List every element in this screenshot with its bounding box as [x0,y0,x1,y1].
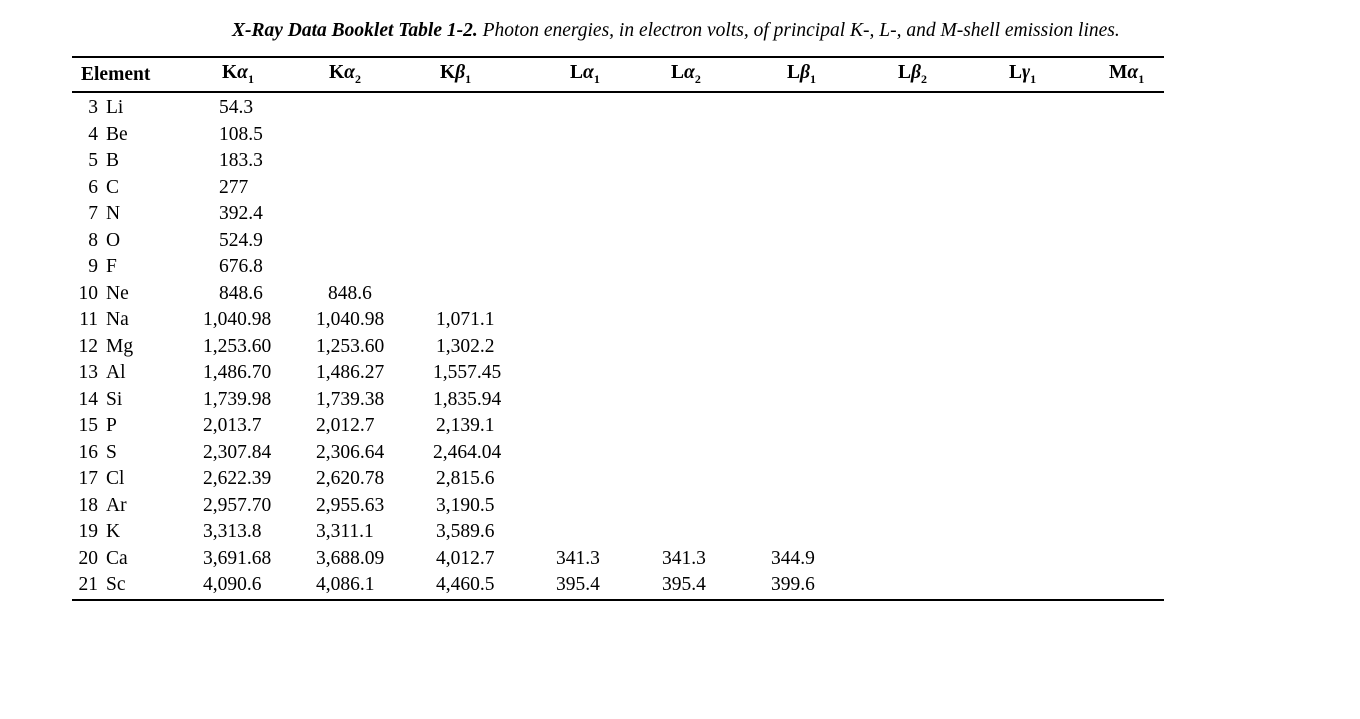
value-cell-kb1: 2,139.1 [436,415,495,437]
value-cell-lg1 [981,519,1080,546]
value-cell-ka1: 1,253.60 [203,335,272,357]
element-symbol: B [106,150,120,172]
value-cell-la2 [647,281,761,308]
value-cell-ma1 [1080,175,1164,202]
value-cell-lb2 [872,281,981,308]
column-header-kb1 [425,57,543,92]
value-cell-ma1 [1080,360,1164,387]
column-header-subscript: 2 [694,71,701,86]
atomic-number: 6 [88,176,98,198]
atomic-number: 13 [78,362,98,384]
value-cell-kb1 [425,281,543,308]
value-cell-la1 [543,254,647,281]
atomic-number: 4 [88,123,98,145]
value-cell-ma1 [1080,493,1164,520]
column-header-prefix: L [787,62,801,84]
element-symbol: S [106,441,117,463]
column-header-greek: α [684,62,695,84]
value-cell-lb1 [761,413,872,440]
column-header-greek: β [800,62,811,84]
value-cell-lg1 [981,360,1080,387]
value-cell-la1 [543,519,647,546]
value-cell-lg1 [981,281,1080,308]
value-cell-lb1 [761,440,872,467]
value-cell-lg1 [981,572,1080,600]
value-cell-ka2 [312,122,425,149]
value-cell-la2 [647,387,761,414]
value-cell-ma1 [1080,440,1164,467]
value-cell-lb1 [761,466,872,493]
element-symbol: Sc [106,574,126,596]
value-cell-ka2 [312,254,425,281]
value-cell-lb1: 344.9 [771,547,815,569]
element-cell [72,254,203,281]
value-cell-la1 [543,466,647,493]
column-header-lb2 [872,57,981,92]
value-cell-la2: 341.3 [662,547,706,569]
table-row [72,307,1164,334]
value-cell-lb2 [872,546,981,573]
value-cell-la2 [647,228,761,255]
table-row [72,519,1164,546]
caption-source: X-Ray Data Booklet [232,20,394,41]
value-cell-lb1 [761,175,872,202]
value-cell-kb1 [425,201,543,228]
value-cell-ma1 [1080,466,1164,493]
element-cell [72,148,203,175]
atomic-number: 19 [78,521,98,543]
value-cell-lb1 [761,92,872,122]
value-cell-ka2: 2,012.7 [316,415,375,437]
column-header-prefix: K [222,62,238,84]
caption-description: Photon energies, in electron volts, of principal K-, L-, and M-shell emission lines. [482,20,1120,41]
element-cell [72,228,203,255]
value-cell-lb2 [872,175,981,202]
table-row [72,466,1164,493]
value-cell-lb2 [872,122,981,149]
value-cell-lg1 [981,413,1080,440]
atomic-number: 14 [78,388,98,410]
value-cell-la1 [543,307,647,334]
value-cell-lb2 [872,519,981,546]
column-header-prefix: L [898,62,912,84]
value-cell-la1 [543,413,647,440]
value-cell-la2 [647,440,761,467]
value-cell-lg1 [981,546,1080,573]
atomic-number: 15 [78,415,98,437]
value-cell-lg1 [981,122,1080,149]
value-cell-lb2 [872,493,981,520]
element-symbol: Be [106,123,128,145]
value-cell-la2 [647,493,761,520]
value-cell-ma1 [1080,281,1164,308]
column-header-subscript: 1 [247,71,254,86]
column-header-lb1 [761,57,872,92]
value-cell-lb1 [761,307,872,334]
value-cell-lb2 [872,440,981,467]
element-cell [72,175,203,202]
table-row [72,254,1164,281]
value-cell-lb2 [872,387,981,414]
value-cell-la1 [543,228,647,255]
value-cell-ka1: 676.8 [219,256,263,278]
column-header-element [72,57,203,92]
value-cell-lg1 [981,493,1080,520]
value-cell-lg1 [981,254,1080,281]
element-cell [72,413,203,440]
value-cell-lb1 [761,519,872,546]
value-cell-kb1 [425,92,543,122]
value-cell-lb1 [761,201,872,228]
value-cell-ka2: 1,739.38 [316,388,385,410]
element-cell [72,466,203,493]
value-cell-ma1 [1080,307,1164,334]
value-cell-lg1 [981,307,1080,334]
column-header-subscript: 1 [465,71,472,86]
column-header-greek: α [344,62,355,84]
value-cell-ka1: 3,313.8 [203,521,262,543]
value-cell-kb1: 1,071.1 [436,309,495,331]
value-cell-lg1 [981,387,1080,414]
element-symbol: Li [106,97,124,119]
value-cell-kb1 [425,175,543,202]
element-cell [72,122,203,149]
element-cell [72,201,203,228]
value-cell-la2 [647,413,761,440]
value-cell-la2: 395.4 [647,572,761,600]
value-cell-ka2: 4,086.1 [312,572,425,600]
value-cell-ka1: 392.4 [219,203,263,225]
table-caption [232,20,1120,42]
caption-table-id: Table 1-2. [398,20,478,41]
table-row [72,281,1164,308]
value-cell-lg1 [981,440,1080,467]
column-header-la2 [647,57,761,92]
table-row [72,122,1164,149]
value-cell-ka2 [312,201,425,228]
column-header-subscript: 1 [810,71,817,86]
value-cell-kb1 [425,228,543,255]
element-cell [72,92,203,122]
value-cell-ka1: 54.3 [219,97,254,119]
value-cell-la2 [647,148,761,175]
atomic-number: 21 [78,574,98,596]
column-header-subscript: 1 [1030,71,1037,86]
atomic-number: 20 [78,547,98,569]
value-cell-kb1 [425,254,543,281]
value-cell-kb1: 3,190.5 [436,494,495,516]
value-cell-ma1 [1080,254,1164,281]
column-header-ka2 [312,57,425,92]
element-symbol: P [106,415,117,437]
element-symbol: Al [106,362,126,384]
element-cell [72,572,203,600]
column-header-greek: α [237,62,248,84]
value-cell-la1 [543,92,647,122]
value-cell-la1 [543,334,647,361]
column-header-ma1 [1080,57,1164,92]
value-cell-lg1 [981,466,1080,493]
value-cell-lg1 [981,175,1080,202]
table-row [72,387,1164,414]
value-cell-la1 [543,175,647,202]
value-cell-ma1 [1080,413,1164,440]
element-symbol: C [106,176,120,198]
value-cell-ka1: 4,090.6 [203,572,312,600]
value-cell-ka1: 2,307.84 [203,441,272,463]
column-header-subscript: 1 [1138,71,1145,86]
column-header-subscript: 2 [921,71,928,86]
value-cell-la2 [647,360,761,387]
atomic-number: 9 [88,256,98,278]
column-header-greek: α [1127,62,1139,84]
value-cell-lb2 [872,92,981,122]
value-cell-ka1: 524.9 [219,229,263,251]
atomic-number: 8 [88,229,98,251]
value-cell-kb1: 4,460.5 [425,572,543,600]
column-header-prefix: K [440,62,456,84]
value-cell-ka2: 3,688.09 [316,547,385,569]
value-cell-la1: 341.3 [556,547,600,569]
value-cell-la2 [647,122,761,149]
value-cell-ka1: 277 [219,176,249,198]
value-cell-lb1 [761,254,872,281]
column-header-ka1 [203,57,312,92]
value-cell-la1 [543,440,647,467]
value-cell-la2 [647,175,761,202]
value-cell-lb1 [761,387,872,414]
element-symbol: O [106,229,121,251]
column-header-prefix: L [570,62,584,84]
value-cell-la2 [647,466,761,493]
value-cell-ma1 [1080,228,1164,255]
value-cell-lb2 [872,307,981,334]
element-symbol: Ca [106,547,128,569]
value-cell-la2 [647,334,761,361]
atomic-number: 3 [88,97,98,119]
element-symbol: F [106,256,117,278]
value-cell-ma1 [1080,334,1164,361]
value-cell-ka1: 1,040.98 [203,309,272,331]
value-cell-ma1 [1080,92,1164,122]
value-cell-lb1: 399.6 [761,572,872,600]
value-cell-ka2 [312,148,425,175]
value-cell-ma1 [1080,148,1164,175]
value-cell-lg1 [981,92,1080,122]
value-cell-ma1 [1080,546,1164,573]
value-cell-ka2 [312,92,425,122]
value-cell-lb1 [761,148,872,175]
atomic-number: 17 [78,468,98,490]
value-cell-kb1: 2,815.6 [436,468,495,490]
value-cell-ka2 [312,228,425,255]
value-cell-kb1: 4,012.7 [436,547,495,569]
value-cell-ka1: 2,622.39 [203,468,272,490]
table-row [72,175,1164,202]
element-cell [72,493,203,520]
value-cell-la2 [647,307,761,334]
table-row [72,92,1164,122]
value-cell-la2 [647,254,761,281]
element-cell [72,334,203,361]
element-symbol: Ne [106,282,129,304]
value-cell-la2 [647,92,761,122]
value-cell-kb1 [425,148,543,175]
value-cell-la2 [647,519,761,546]
atomic-number: 7 [88,203,98,225]
value-cell-lb2 [872,572,981,600]
value-cell-lg1 [981,201,1080,228]
value-cell-ka2: 1,486.27 [316,362,385,384]
column-header-prefix: L [671,62,685,84]
value-cell-ma1 [1080,387,1164,414]
element-symbol: N [106,203,121,225]
value-cell-ka1: 2,957.70 [203,494,272,516]
value-cell-kb1: 3,589.6 [436,521,495,543]
value-cell-kb1: 2,464.04 [433,441,502,463]
table-row [72,440,1164,467]
element-symbol: Ar [106,494,127,516]
value-cell-lb2 [872,148,981,175]
value-cell-lb1 [761,493,872,520]
element-symbol: K [106,521,121,543]
value-cell-ka1: 3,691.68 [203,547,272,569]
value-cell-ka1: 2,013.7 [203,415,262,437]
value-cell-lg1 [981,148,1080,175]
value-cell-lb2 [872,466,981,493]
table-row [72,572,1164,600]
column-header-lg1 [981,57,1080,92]
value-cell-ka2: 2,306.64 [316,441,385,463]
header-row [72,57,1164,92]
value-cell-ma1 [1080,122,1164,149]
atomic-number: 5 [88,150,98,172]
value-cell-ka2 [312,175,425,202]
value-cell-lb2 [872,228,981,255]
value-cell-ma1 [1080,519,1164,546]
value-cell-lg1 [981,228,1080,255]
element-symbol: Na [106,309,129,331]
value-cell-la1 [543,360,647,387]
value-cell-lb1 [761,228,872,255]
element-cell [72,281,203,308]
value-cell-lb2 [872,413,981,440]
element-cell [72,440,203,467]
element-symbol: Mg [106,335,134,357]
atomic-number: 11 [79,309,98,331]
element-cell [72,387,203,414]
value-cell-kb1: 1,835.94 [433,388,502,410]
value-cell-lb2 [872,360,981,387]
value-cell-ka1: 108.5 [219,123,263,145]
element-cell [72,546,203,573]
value-cell-la1 [543,201,647,228]
value-cell-la1 [543,148,647,175]
column-header-greek: β [455,62,466,84]
table-row [72,334,1164,361]
value-cell-kb1: 1,557.45 [433,362,502,384]
value-cell-la1 [543,122,647,149]
value-cell-ka2: 2,955.63 [316,494,385,516]
value-cell-ka1: 848.6 [219,282,263,304]
atomic-number: 16 [78,441,98,463]
value-cell-lb2 [872,334,981,361]
value-cell-lb1 [761,122,872,149]
table-row [72,546,1164,573]
column-header-greek: α [583,62,594,84]
value-cell-la1 [543,493,647,520]
column-header-prefix: Element [81,63,151,85]
column-header-greek: γ [1022,62,1031,84]
value-cell-lb2 [872,201,981,228]
value-cell-ma1 [1080,201,1164,228]
atomic-number: 18 [78,494,98,516]
column-header-la1 [543,57,647,92]
value-cell-lb2 [872,254,981,281]
value-cell-lg1 [981,334,1080,361]
element-cell [72,360,203,387]
atomic-number: 12 [78,335,98,357]
value-cell-ma1 [1080,572,1164,600]
element-cell [72,307,203,334]
element-symbol: Si [106,388,123,410]
column-header-prefix: M [1109,62,1128,84]
column-header-greek: β [911,62,922,84]
column-header-subscript: 2 [354,71,361,86]
table-row [72,148,1164,175]
table-row [72,413,1164,440]
table-row [72,228,1164,255]
value-cell-ka1: 183.3 [219,150,263,172]
value-cell-ka2: 3,311.1 [316,521,374,543]
value-cell-ka2: 848.6 [328,282,372,304]
emission-lines-table [72,56,1164,601]
table-row [72,493,1164,520]
value-cell-la1 [543,281,647,308]
value-cell-lb1 [761,334,872,361]
value-cell-ka2: 1,253.60 [316,335,385,357]
value-cell-kb1 [425,122,543,149]
value-cell-ka1: 1,486.70 [203,362,272,384]
value-cell-ka1: 1,739.98 [203,388,272,410]
value-cell-lb1 [761,360,872,387]
element-symbol: Cl [106,468,125,490]
element-cell [72,519,203,546]
value-cell-ka2: 2,620.78 [316,468,385,490]
value-cell-la2 [647,201,761,228]
column-header-prefix: K [329,62,345,84]
column-header-subscript: 1 [593,71,600,86]
table-body [72,92,1164,600]
column-header-prefix: L [1009,62,1023,84]
value-cell-ka2: 1,040.98 [316,309,385,331]
value-cell-lb1 [761,281,872,308]
atomic-number: 10 [78,282,98,304]
table-row [72,201,1164,228]
value-cell-la1 [543,387,647,414]
table-row [72,360,1164,387]
value-cell-kb1: 1,302.2 [436,335,495,357]
value-cell-la1: 395.4 [543,572,647,600]
